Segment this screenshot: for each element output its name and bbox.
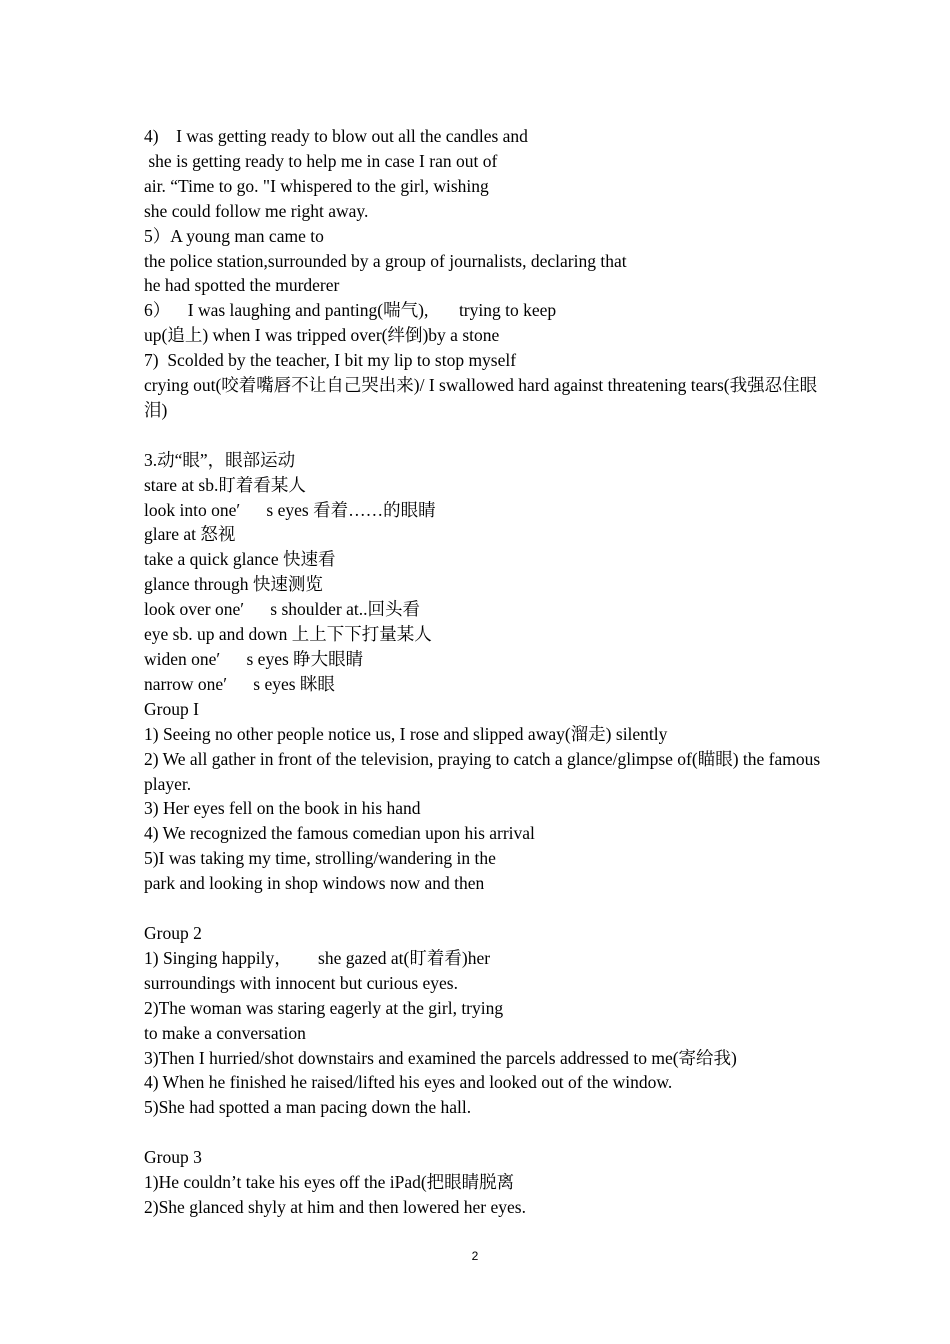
vocab-item: glance through 快速测览 (144, 574, 323, 595)
text-line: 2) We all gather in front of the television, praying to catch a glance/glimpse of(瞄眼) the famous player. (144, 748, 825, 794)
group-heading: Group 2 (144, 922, 202, 943)
blank-line (144, 1120, 824, 1145)
page-number: 2 (471, 1249, 479, 1263)
text-line: 2)The woman was staring eagerly at the girl, trying (144, 997, 504, 1018)
text-line: 1) Seeing no other people notice us, I rose and slipped away(溜走) silently (144, 723, 668, 744)
text-line: 1) Singing happily， she gazed at(盯着看)her (144, 947, 491, 968)
text-line: she is getting ready to help me in case I ran out of (144, 150, 498, 171)
vocab-item: glare at 怒视 (144, 524, 236, 545)
document-body (144, 124, 824, 1220)
section-heading: 3.动“眼”，眼部运动 (144, 449, 296, 470)
text-line: she could follow me right away. (144, 200, 369, 221)
text-line: surroundings with innocent but curious eyes. (144, 972, 458, 993)
vocab-item: eye sb. up and down 上上下下打量某人 (144, 624, 432, 645)
text-line: 5)She had spotted a man pacing down the hall. (144, 1097, 472, 1118)
blank-line (144, 896, 824, 921)
text-line: 2)She glanced shyly at him and then lowered her eyes. (144, 1196, 526, 1217)
text-line: 4) I was getting ready to blow out all the candles and (144, 126, 528, 146)
text-line: to make a conversation (144, 1022, 306, 1043)
text-line: crying out(咬着嘴唇不让自己哭出来)/ I swallowed hard against threatening tears(我强忍住眼泪) (144, 375, 818, 420)
text-line: 1)He couldn’t take his eyes off the iPad(把眼睛脱离 (144, 1172, 515, 1193)
text-line: 4) We recognized the famous comedian upon his arrival (144, 823, 535, 844)
group-heading: Group 3 (144, 1147, 202, 1168)
text-line: 4) When he finished he raised/lifted his eyes and looked out of the window. (144, 1072, 673, 1093)
blank-line (144, 423, 824, 448)
vocab-item: widen one′ s eyes 睁大眼睛 (144, 649, 364, 670)
text-line: 6） I was laughing and panting(喘气), trying to keep (144, 300, 557, 321)
vocab-item: stare at sb.盯着看某人 (144, 474, 306, 495)
text-line: 3)Then I hurried/shot downstairs and examined the parcels addressed to me(寄给我) (144, 1047, 737, 1068)
text-line: 3) Her eyes fell on the book in his hand (144, 798, 421, 819)
text-line: up(追上) when I was tripped over(绊倒)by a stone (144, 325, 500, 346)
text-line: 5）A young man came to (144, 225, 324, 246)
vocab-item: look over one′ s shoulder at..回头看 (144, 599, 421, 620)
text-line: air. “Time to go. "I whispered to the girl, wishing (144, 175, 489, 196)
group-heading: Group I (144, 698, 199, 719)
text-line: the police station,surrounded by a group of journalists, declaring that (144, 250, 627, 271)
text-line: park and looking in shop windows now and then (144, 873, 485, 894)
vocab-item: look into one′ s eyes 看着……的眼睛 (144, 499, 436, 520)
vocab-item: narrow one′ s eyes 眯眼 (144, 673, 335, 694)
vocab-item: take a quick glance 快速看 (144, 549, 336, 570)
text-line: 7) Scolded by the teacher, I bit my lip to stop myself (144, 350, 517, 371)
text-line: 5)I was taking my time, strolling/wandering in the (144, 848, 496, 869)
text-line: he had spotted the murderer (144, 275, 340, 296)
